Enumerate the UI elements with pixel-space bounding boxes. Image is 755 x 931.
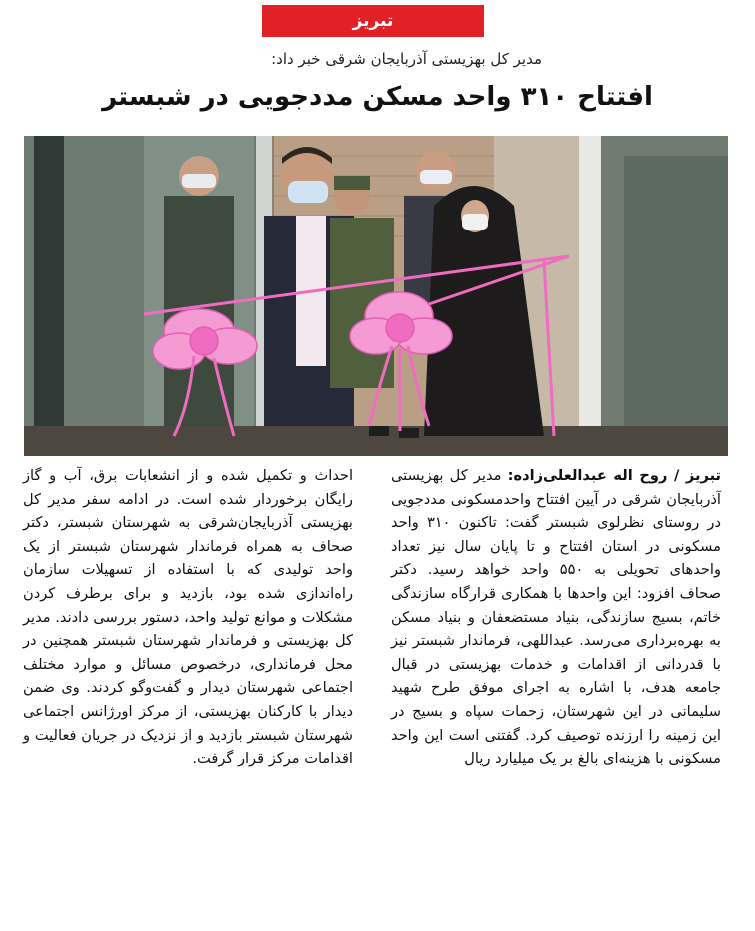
headline: افتتاح ۳۱۰ واحد مسکن مددجویی در شبستر: [102, 82, 653, 112]
ribbon-cutting-ceremony-photo-icon: [24, 136, 728, 456]
article-text-part-1: مدیر کل بهزیستی آذربایجان شرقی در آیین افتتاح واحدمسکونی مددجویی در روستای نظرلوی شبستر گفت: تاکنون ۳۱۰ واحد مسکونی در استان افتتاح و تا پایان سال نیز تعداد واحدهای تحویلی به ۵۵۰ واحد خواهد رسید. دکتر صحاف افزود: این واحدها با همکاری قرارگاه سازندگی خاتم، بسیج سازندگی، بنیاد مستضعفان و بنیاد مسکن به بهره‌برداری می‌رسد. عبداللهی، فرماندار شبستر نیز با قدردانی از اقدامات و خدمات بهزیستی در قبال جامعه هدف، با اشاره به اجرای موفق طرح شهید سلیمانی در این شهرستان، زحمات سپاه و بسیج در این زمینه را ارزنده توصیف کرد. گفتنی است این واحد مسکونی با هزینه‌ای بالغ بر یک میلیارد ریال: [391, 467, 721, 768]
article-column-right: [391, 464, 721, 771]
article-column-left: [23, 464, 353, 771]
byline: تبریز / روح اله عبدالعلی‌زاده:: [507, 467, 722, 484]
article-photo: [24, 136, 728, 456]
article-text-part-2: احداث و تکمیل شده و از انشعابات برق، آب و گاز رایگان برخوردار شده است. در ادامه سفر مدیر کل بهزیستی آذربایجان‌شرقی به شهرستان شبستر، دکتر صحاف به همراه فرماندار شهرستان شبستر از یک واحد تولیدی که با استفاده از تسهیلات سازمان راه‌اندازی شده بود، بازدید و برای برطرف کردن مشکلات و موانع تولید واحد، دستور بررسی دادند. مدیر کل بهزیستی و فرماندار شهرستان شبستر همچنین در محل فرمانداری، درخصوص مسائل و موارد مختلف اجتماعی شهرستان دیدار و گفت‌وگو کردند. وی ضمن دیدار با کارکنان بهزیستی، از مرکز اورژانس اجتماعی شهرستان شبستر بازدید و از نزدیک در جریان فعالیت و اقدامات مرکز قرار گرفت.: [23, 467, 353, 768]
kicker: مدیر کل بهزیستی آذربایجان شرقی خبر داد:: [271, 50, 542, 68]
section-tag: تبریز: [262, 5, 484, 37]
